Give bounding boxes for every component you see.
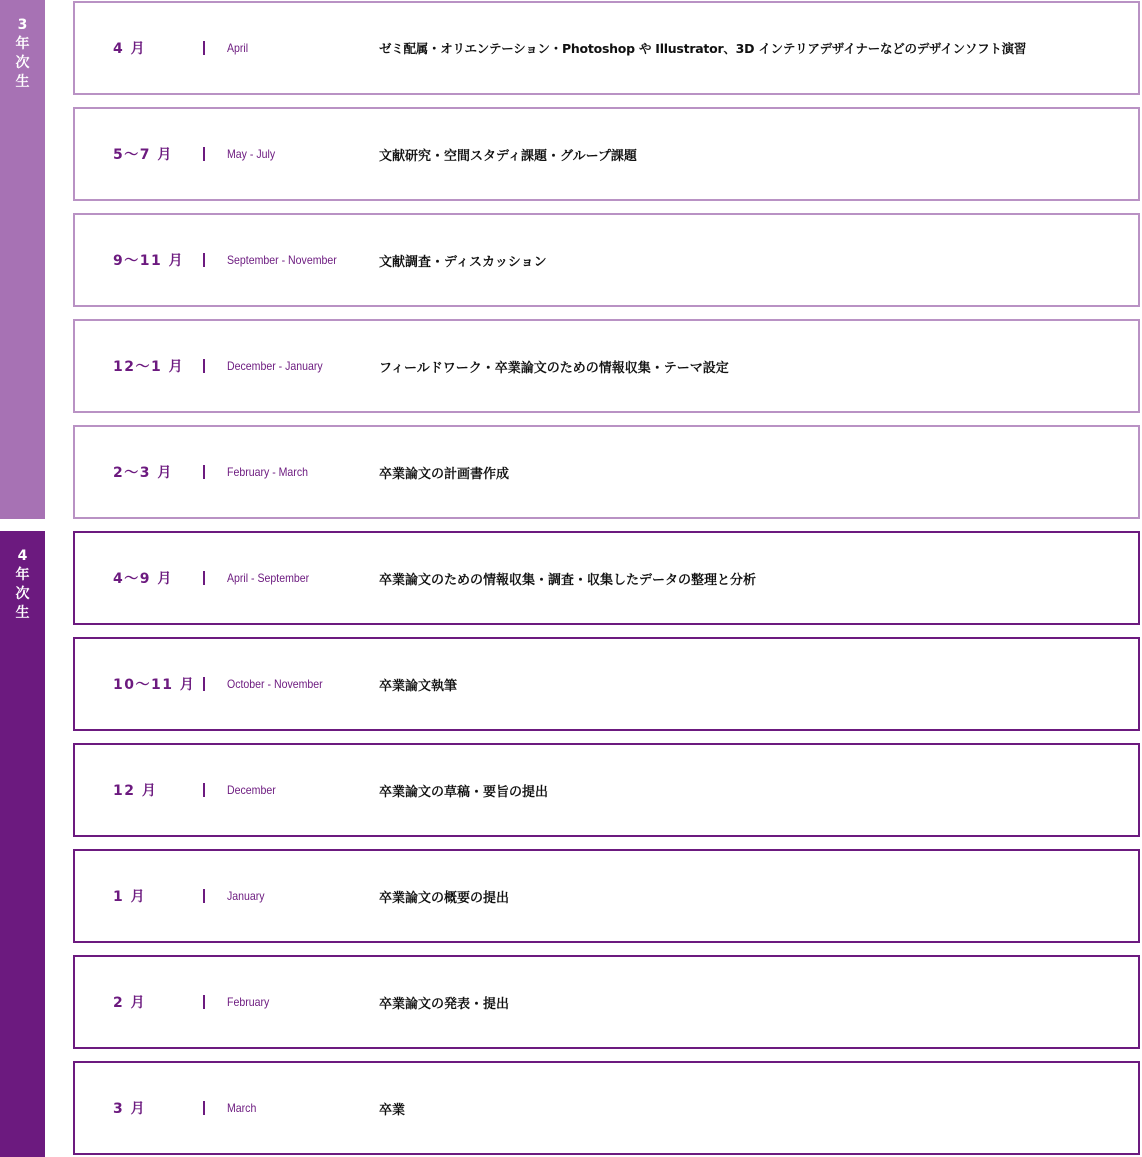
activity-description: 卒業論文の発表・提出 xyxy=(379,996,510,1012)
vertical-divider xyxy=(203,41,205,55)
activity-description: 卒業論文の計画書作成 xyxy=(379,466,510,482)
month-label: 12〜1 月 xyxy=(113,359,185,375)
english-month-label: December xyxy=(227,783,276,797)
english-month-label: May - July xyxy=(227,147,276,161)
month-label: 4 月 xyxy=(113,41,147,57)
vertical-divider xyxy=(203,359,205,373)
month-label: 3 月 xyxy=(113,1101,147,1117)
english-month-label: December - January xyxy=(227,359,323,373)
schedule-row xyxy=(73,743,1140,837)
vertical-divider xyxy=(203,995,205,1009)
year-label: 3年次生 xyxy=(15,17,30,90)
month-label: 2 月 xyxy=(113,995,147,1011)
schedule-row xyxy=(73,637,1140,731)
month-label: 5〜7 月 xyxy=(113,147,173,163)
vertical-divider xyxy=(203,147,205,161)
schedule-row xyxy=(73,1,1140,95)
schedule-row xyxy=(73,1061,1140,1155)
year-band-4 xyxy=(0,531,45,1157)
english-month-label: April - September xyxy=(227,571,310,585)
schedule-row xyxy=(73,425,1140,519)
year-band-3 xyxy=(0,0,45,519)
schedule-row xyxy=(73,955,1140,1049)
activity-description: 文献研究・空間スタディ課題・グループ課題 xyxy=(379,148,637,164)
english-month-label: January xyxy=(227,889,265,903)
month-label: 2〜3 月 xyxy=(113,465,173,481)
vertical-divider xyxy=(203,677,205,691)
english-month-label: April xyxy=(227,41,249,55)
english-month-label: September - November xyxy=(227,253,337,267)
activity-description: 卒業論文の草稿・要旨の提出 xyxy=(379,784,549,800)
vertical-divider xyxy=(203,253,205,267)
activity-description: 卒業 xyxy=(379,1102,406,1118)
schedule-row xyxy=(73,849,1140,943)
schedule-row xyxy=(73,531,1140,625)
english-month-label: March xyxy=(227,1101,257,1115)
activity-description: 卒業論文のための情報収集・調査・収集したデータの整理と分析 xyxy=(379,572,757,588)
schedule-row xyxy=(73,319,1140,413)
activity-description: 卒業論文執筆 xyxy=(379,678,458,694)
activity-description: 卒業論文の概要の提出 xyxy=(379,890,510,906)
english-month-label: October - November xyxy=(227,677,323,691)
english-month-label: February xyxy=(227,995,270,1009)
english-month-label: February - March xyxy=(227,465,308,479)
month-label: 1 月 xyxy=(113,889,147,905)
activity-description: フィールドワーク・卒業論文のための情報収集・テーマ設定 xyxy=(379,360,729,376)
vertical-divider xyxy=(203,571,205,585)
schedule-row xyxy=(73,107,1140,201)
year-label: 4年次生 xyxy=(15,548,30,621)
vertical-divider xyxy=(203,889,205,903)
schedule-row xyxy=(73,213,1140,307)
month-label: 4〜9 月 xyxy=(113,571,173,587)
month-label: 12 月 xyxy=(113,783,158,799)
vertical-divider xyxy=(203,1101,205,1115)
activity-description: 文献調査・ディスカッション xyxy=(379,254,547,270)
activity-description: ゼミ配属・オリエンテーション・Photoshop や Illustrator、3D インテリアデザイナーなどのデザインソフト演習 xyxy=(379,41,1027,56)
month-label: 10〜11 月 xyxy=(113,677,196,693)
vertical-divider xyxy=(203,465,205,479)
month-label: 9〜11 月 xyxy=(113,253,185,269)
vertical-divider xyxy=(203,783,205,797)
